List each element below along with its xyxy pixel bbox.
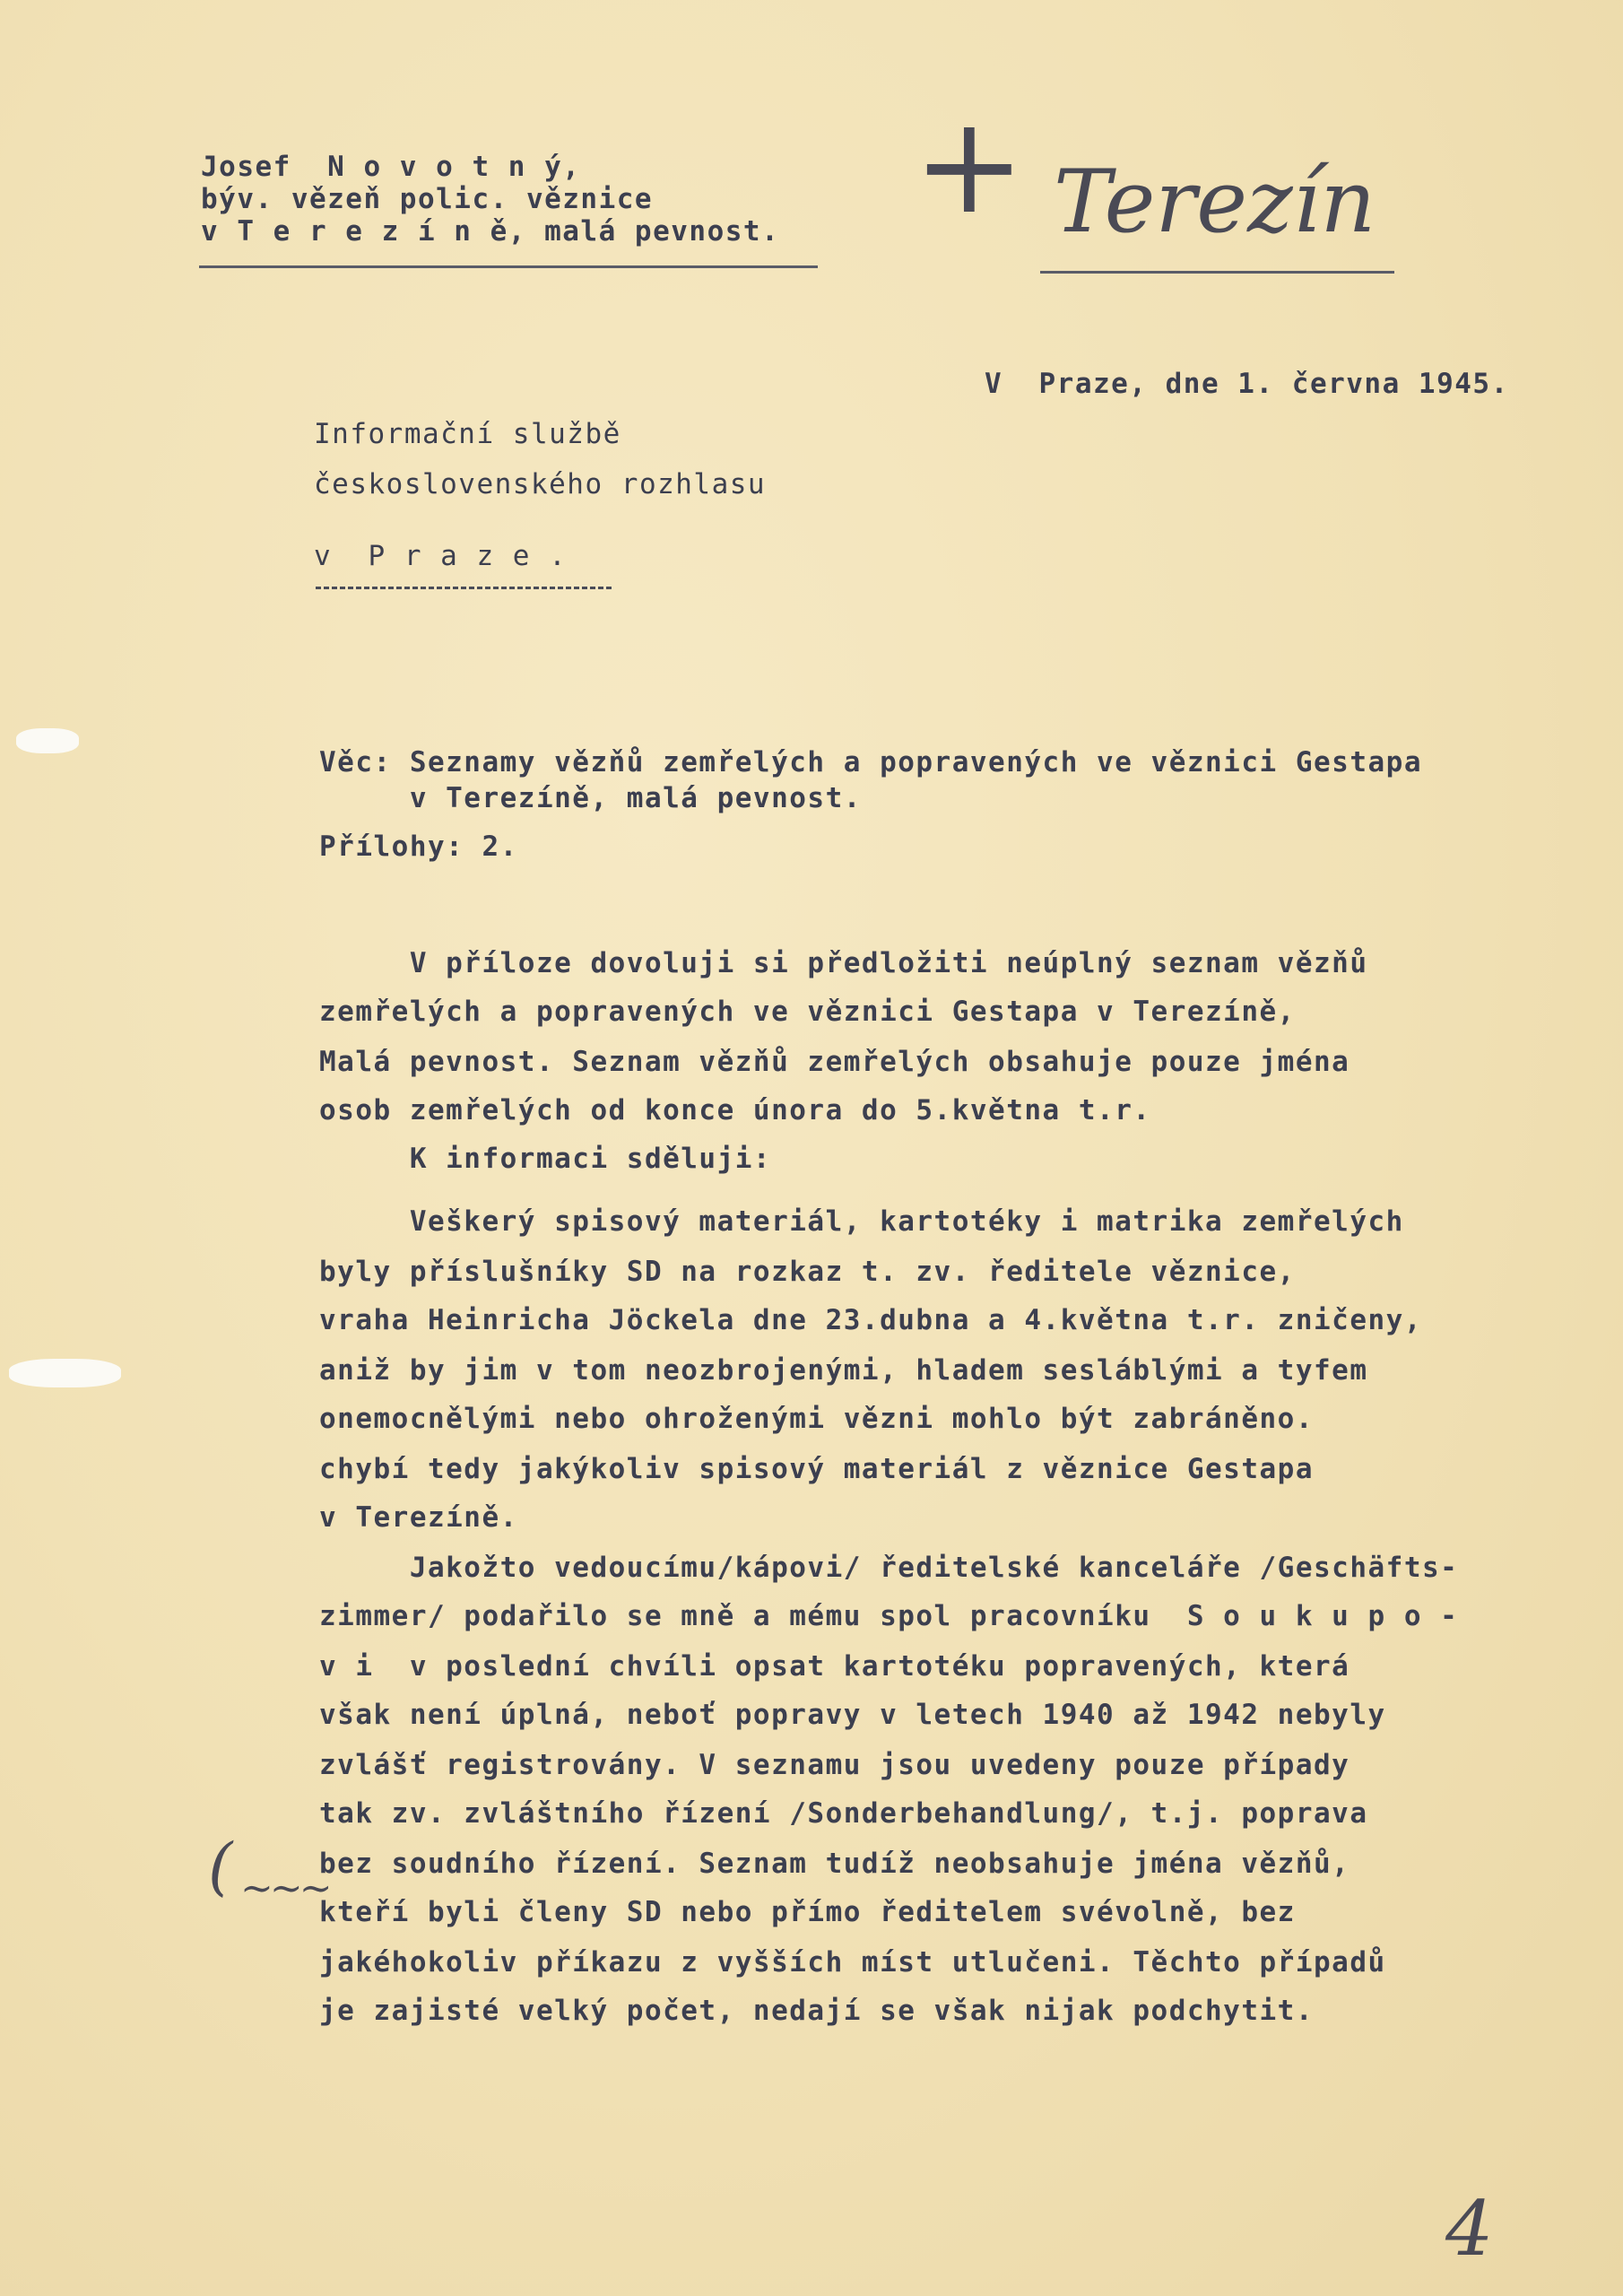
body-line: V příloze dovoluji si předložiti neúplný seznam vězňů: [319, 947, 1368, 979]
sender-title: býv. vězeň polic. věznice: [201, 183, 654, 215]
recipient-line-2: československého rozhlasu: [314, 468, 767, 500]
body-line: jakéhokoliv příkazu z vyšších míst utlučeni. Těchto případů: [319, 1946, 1386, 1979]
handwritten-place-note: Terezín: [1054, 152, 1376, 252]
margin-bracket-mark: (: [208, 1830, 233, 1903]
margin-scribble: ~~~: [240, 1866, 329, 1911]
subject-line-1: Věc: Seznamy vězňů zemřelých a popravených ve věznici Gestapa: [319, 746, 1422, 778]
attachments-line: Přílohy: 2.: [319, 831, 518, 863]
paper-damage-mark: [16, 728, 79, 753]
body-line: bez soudního řízení. Seznam tudíž neobsahuje jména vězňů,: [319, 1848, 1350, 1880]
paper-damage-mark: [9, 1359, 121, 1387]
body-line: aniž by jim v tom neozbrojenými, hladem sesláblými a tyfem: [319, 1354, 1368, 1387]
handwritten-underline: [1040, 271, 1394, 274]
body-line: tak zv. zvláštního řízení /Sonderbehandlung/, t.j. poprava: [319, 1797, 1368, 1830]
body-line: byly příslušníky SD na rozkaz t. zv. ředitele věznice,: [319, 1256, 1296, 1288]
date-line: V Praze, dne 1. června 1945.: [985, 368, 1509, 400]
body-line: zimmer/ podařilo se mně a mému spol pracovníku S o u k u p o -: [319, 1600, 1459, 1632]
handwritten-page-number: 4: [1445, 2185, 1494, 2273]
subject-line-2: v Terezíně, malá pevnost.: [319, 782, 862, 814]
body-line: Jakožto vedoucímu/kápovi/ ředitelské kanceláře /Geschäfts-: [319, 1552, 1459, 1584]
sender-underline: [199, 265, 818, 268]
body-line: osob zemřelých od konce února do 5.května t.r.: [319, 1094, 1151, 1126]
body-line: vraha Heinricha Jöckela dne 23.dubna a 4.května t.r. zničeny,: [319, 1304, 1422, 1336]
body-line: Veškerý spisový materiál, kartotéky i matrika zemřelých: [319, 1205, 1404, 1238]
body-line: je zajisté velký počet, nedají se však nijak podchytit.: [319, 1995, 1314, 2027]
body-line: zemřelých a popravených ve věznici Gestapa v Terezíně,: [319, 996, 1296, 1028]
body-line: v i v poslední chvíli opsat kartotéku popravených, která: [319, 1650, 1350, 1683]
body-line: chybí tedy jakýkoliv spisový materiál z věznice Gestapa: [319, 1453, 1314, 1485]
body-line: onemocnělými nebo ohroženými vězni mohlo být zabráněno.: [319, 1403, 1314, 1435]
sender-location: v T e r e z í n ě, malá pevnost.: [201, 215, 780, 248]
recipient-line-3: v P r a z e .: [314, 540, 568, 572]
sender-name: Josef N o v o t n ý,: [201, 151, 581, 183]
body-line: však není úplná, neboť popravy v letech 1940 až 1942 nebyly: [319, 1699, 1386, 1731]
body-line: K informaci sděluji:: [319, 1143, 772, 1175]
recipient-line-1: Informační službě: [314, 418, 621, 450]
body-line: kteří byli členy SD nebo přímo ředitelem svévolně, bez: [319, 1896, 1296, 1928]
body-line: zvlášť registrovány. V seznamu jsou uvedeny pouze případy: [319, 1749, 1350, 1781]
recipient-underline: [316, 587, 612, 589]
body-line: v Terezíně.: [319, 1501, 518, 1534]
body-line: Malá pevnost. Seznam vězňů zemřelých obsahuje pouze jména: [319, 1046, 1350, 1078]
handwritten-cross: +: [913, 88, 1026, 244]
